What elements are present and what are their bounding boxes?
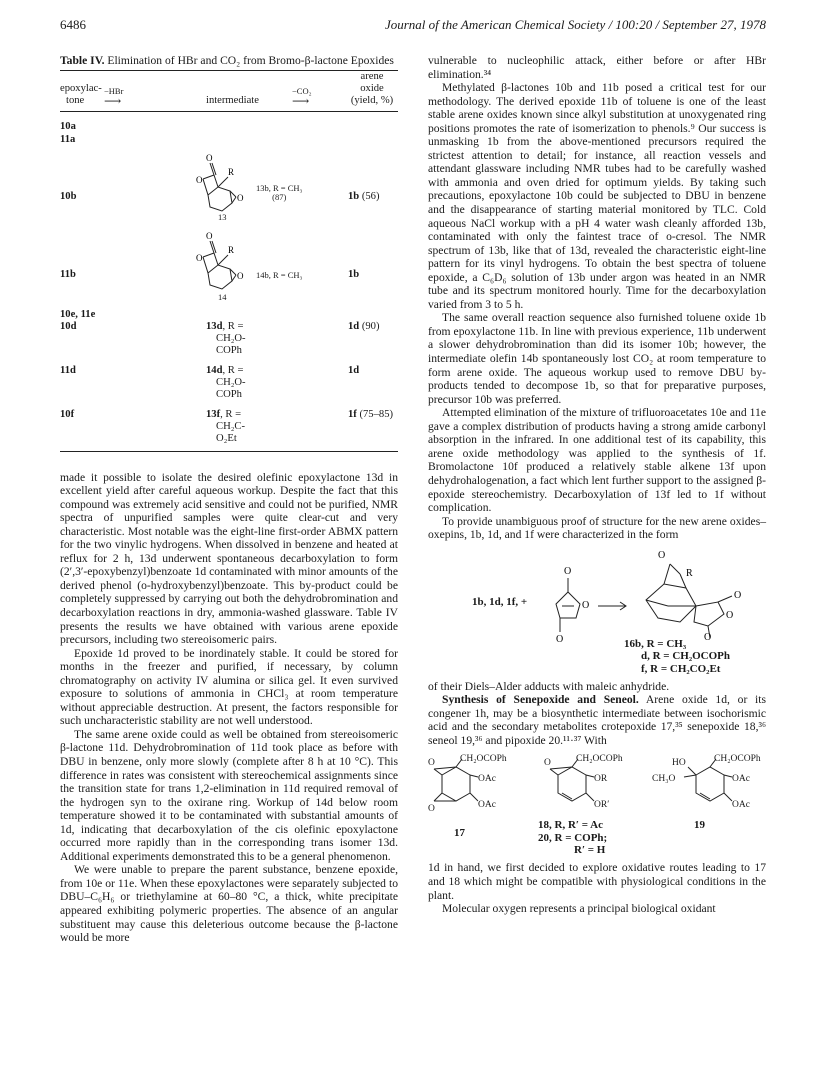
paragraph: Epoxide 1d proved to be inordinately stable. It could be stored for months in the freezer and purified, if necessary, by column chromatography on activity IV alumina or silica gel. It even survived exposure to solutions of ammonia in CHCl₃ at room temperature without appreciable destruction. At present, the factors responsible for such uncharacteristic stability are not well understood. xyxy=(60,646,398,728)
table-row: 10e, 11e xyxy=(60,308,96,320)
paragraph: The same arene oxide could as well be obtained from stereoisomeric β-lactone 11d. Dehydrobromination of 11d took place as before with DBU in benzene, only more slowly (complete after 8 h at 10 °C). This difference in rates was consistent with stereochemical assignments since the transition state for trans 1,2-elimination in 11d required removal of the hydrogen syn to the oxirane ring. Workup of 14d below room temperature showed it to be contaminated with substantial amounts of 1d, indicating that decarboxylation of the cis olefinic epoxylactone occurred more rapidly than in the corresponding trans isomer 13d. Additional experiments demonstrated this to be a general phenomenon. xyxy=(60,727,398,863)
paragraph: Attempted elimination of the mixture of trifluoroacetates 10e and 11e gave a complex distribution of products having a strong amide carbonyl absorption in the infrared. In one additional test of its capability, this arene oxide methodology was applied to the synthesis of 1f. Bromolactone 10f produced a relatively stable alkene 13f upon dehydrohalogenation, a fact which lent further support to the assigned β-epoxide stereochemistry. Decarboxylation of 13f led to 1f without complication. xyxy=(428,406,766,515)
struct-num-13: 13 xyxy=(218,211,227,222)
product-1d: 1d xyxy=(348,364,360,376)
svg-text:O: O xyxy=(658,549,666,561)
paragraph: Methylated β-lactones 10b and 11b posed a critical test for our methodology. The derived epoxide 11b of toluene is one of the least stable arene oxides known since alkyl substitution at unoxygenated ring positions promotes the rate of isomerization to phenols.⁹ Our success is unmasking 1b from the above-mentioned precursors required the strictest attention to detail; for instance, all reaction vessels and attendant glassware including NMR tubes had to be carefully washed with ammonia and oven dried for optimum yields. By taking such precautions, epoxylactone 10b could be subjected to DBU in benzene and the disappearance of starting material monitored by TLC. Cold aqueous NaCl workup with a pH 4 water wash cleanly afforded 13b, contaminated with only the faintest trace of o-cresol. The NMR spectrum of 13b, like that of 13d, revealed the characteristic eight-line pattern for its vinyl hydrogens. To obtain the best spectra of toluene epoxide, a C₆D₆ solution of 13b under argon was heated in an NMR tube and its spectrum monitored hourly. Time for the decarboxylation varied from 3 to 5 h. xyxy=(428,81,766,311)
svg-text:O: O xyxy=(428,758,435,769)
product-1b: 1b xyxy=(348,268,360,280)
svg-text:O: O xyxy=(196,174,203,185)
svg-text:R: R xyxy=(228,166,235,177)
svg-text:OR: OR xyxy=(594,774,608,785)
header-arene-oxide: arene oxide (yield, %) xyxy=(350,70,394,106)
table-row: 10b xyxy=(60,190,77,202)
table-row: 10f xyxy=(60,408,75,420)
table-row: 11b xyxy=(60,268,76,280)
svg-text:O: O xyxy=(704,631,712,642)
page-number: 6486 xyxy=(60,17,86,32)
product-1b-56: 1b (56) xyxy=(348,190,380,202)
scheme-diels-alder xyxy=(428,542,766,674)
arrow-1-icon: ⟶ xyxy=(104,93,122,108)
label-17: 17 xyxy=(454,827,465,840)
table-title-text: Elimination of HBr and CO₂ from Bromo-β-lactone Epoxides xyxy=(104,54,394,67)
svg-text:OAc: OAc xyxy=(732,774,750,785)
svg-text:OR′: OR′ xyxy=(594,800,610,811)
svg-text:O: O xyxy=(237,192,244,203)
header-minus-co2: −CO₂ xyxy=(292,85,312,96)
svg-text:R: R xyxy=(686,567,693,579)
paragraph: 1d in hand, we first decided to explore oxidative routes leading to 17 and 18 which might be compatible with physiological conditions in the plant. xyxy=(428,861,766,902)
struct-num-14: 14 xyxy=(218,291,227,302)
product-1d-90: 1d (90) xyxy=(348,320,380,332)
paragraph: made it possible to isolate the desired olefinic epoxylactone 13d in excellent yield after careful aqueous workup. Despite the fact that this compound was extremely acid sensitive and could not be purified, NMR spectra of unpurified samples were quite clear-cut and very characteristic. Most notable was the eight-line first-order ABMX pattern for the two vinylic hydrogens. When dissolved in benzene and heated at reflux for 2 h, 13d underwent spontaneous decarboxylation to form (2′,3′-epoxybenzyl)benzoate 1d contaminated with minor amounts of the derived phenol (o-hydroxybenzyl)benzoate. This by-product could be completely suppressed by carrying out both the dehydrobromination and decarboxylation reactions in dry, ammonia-washed glassware. Table IV presents the results we have obtained with various arene epoxide precursors, including two stereoisomeric pairs. xyxy=(60,470,398,647)
svg-text:O: O xyxy=(428,804,435,815)
paragraph: Molecular oxygen represents a principal biological oxidant xyxy=(442,902,716,916)
svg-text:O: O xyxy=(726,609,734,621)
svg-text:R: R xyxy=(228,244,235,255)
table-title-label: Table IV. xyxy=(60,54,105,67)
section-title: Synthesis of Senepoxide and Seneol. xyxy=(442,693,639,707)
svg-text:O: O xyxy=(237,270,244,281)
svg-text:O: O xyxy=(564,565,572,577)
left-column xyxy=(60,54,398,945)
svg-text:O: O xyxy=(544,758,551,769)
natural-products-structures-icon xyxy=(428,753,766,825)
product-1f: 1f (75–85) xyxy=(348,408,394,420)
intermediate-14d: 14d, R = CH₂O- COPh xyxy=(206,364,246,400)
scheme-natural-products xyxy=(428,751,766,855)
diels-alder-scheme-icon xyxy=(546,546,766,642)
table-iv xyxy=(60,70,398,467)
header-intermediate: intermediate xyxy=(206,94,259,106)
svg-text:O: O xyxy=(206,152,213,163)
svg-text:O: O xyxy=(582,599,590,611)
svg-text:CH₂OCOPh: CH₂OCOPh xyxy=(576,754,623,765)
header-minus-hbr: −HBr xyxy=(104,85,124,96)
table-row: 11a xyxy=(60,133,76,145)
arrow-2-icon: ⟶ xyxy=(292,93,310,108)
page-header xyxy=(60,17,766,35)
svg-text:O: O xyxy=(556,633,564,642)
label-14b: 14b, R = CH₃ xyxy=(256,269,303,280)
svg-text:OAc: OAc xyxy=(478,774,496,785)
svg-text:O: O xyxy=(206,230,213,241)
label-18-20: 18, R, R′ = Ac 20, R = COPh; R′ = H xyxy=(538,819,608,857)
scheme1-caption: 16b, R = CH₃ d, R = CH₂OCOPh f, R = CH₂CO₂Et xyxy=(624,637,731,675)
paragraph: Synthesis of Senepoxide and Seneol. Arene oxide 1d, or its congener 1h, may be a biosynthetic intermediate between isochorismic acid and the secondary metabolites crotepoxide 17,³⁵ senepoxide 18,³⁶ seneol 19,³⁶ and pipoxide 20.¹¹·³⁷ With xyxy=(428,693,766,747)
scheme1-reactants: 1b, 1d, 1f, + xyxy=(472,595,528,608)
table-row: 10d xyxy=(60,320,77,332)
structure-14-icon xyxy=(188,223,258,303)
table-title xyxy=(60,54,398,68)
svg-text:HO: HO xyxy=(672,758,686,769)
table-bottom-rule xyxy=(60,451,398,452)
svg-text:O: O xyxy=(734,589,742,601)
paragraph: We were unable to prepare the parent substance, benzene epoxide, from 10e or 11e. When these epoxylactones were separately subjected to DBU–C₆H₆ or triethylamine at 60–80 °C, a thick, white precipitate appeared exhibiting polymeric properties. The absence of an angular substituent may cause this deleterious outcome because the β-lactone would be more xyxy=(60,863,398,945)
svg-text:O: O xyxy=(196,252,203,263)
right-column xyxy=(428,54,766,916)
paragraph: vulnerable to nucleophilic attack, either before or after HBr elimination.³⁴ xyxy=(428,54,766,81)
svg-text:OAc: OAc xyxy=(732,800,750,811)
paragraph: of their Diels–Alder adducts with maleic anhydride. xyxy=(428,679,670,693)
table-row: 10a xyxy=(60,120,76,132)
paragraph: The same overall reaction sequence also furnished toluene oxide 1b from epoxylactone 11b. In line with previous experience, 11b underwent a slower dehydrobromination than did its isomer 10b; however, the intermediate olefin 14b spontaneously lost CO₂ at room temperature to form arene oxide. The aqueous workup used to remove DBU by-products tended to decompose 1b, so that for preparative purposes, precursor 10b was preferred. xyxy=(428,311,766,406)
table-header-rule xyxy=(60,111,398,112)
paragraph: To provide unambiguous proof of structure for the new arene oxides–oxepins, 1b, 1d, and 1f were characterized in the form xyxy=(428,514,766,542)
label-19: 19 xyxy=(694,819,705,832)
label-13b: 13b, R = CH₃ (87) xyxy=(256,182,303,202)
header-epoxylactone: epoxylac- tone xyxy=(60,82,102,106)
table-row: 11d xyxy=(60,364,76,376)
svg-text:OAc: OAc xyxy=(478,800,496,811)
intermediate-13f: 13f, R = CH₂C- O₂Et xyxy=(206,408,246,444)
svg-text:CH₃O: CH₃O xyxy=(652,774,676,785)
intermediate-13d: 13d, R = CH₂O- COPh xyxy=(206,320,246,356)
journal-citation: Journal of the American Chemical Society / 100:20 / September 27, 1978 xyxy=(384,17,766,32)
svg-text:CH₂OCOPh: CH₂OCOPh xyxy=(460,754,507,765)
svg-text:CH₂OCOPh: CH₂OCOPh xyxy=(714,754,761,765)
